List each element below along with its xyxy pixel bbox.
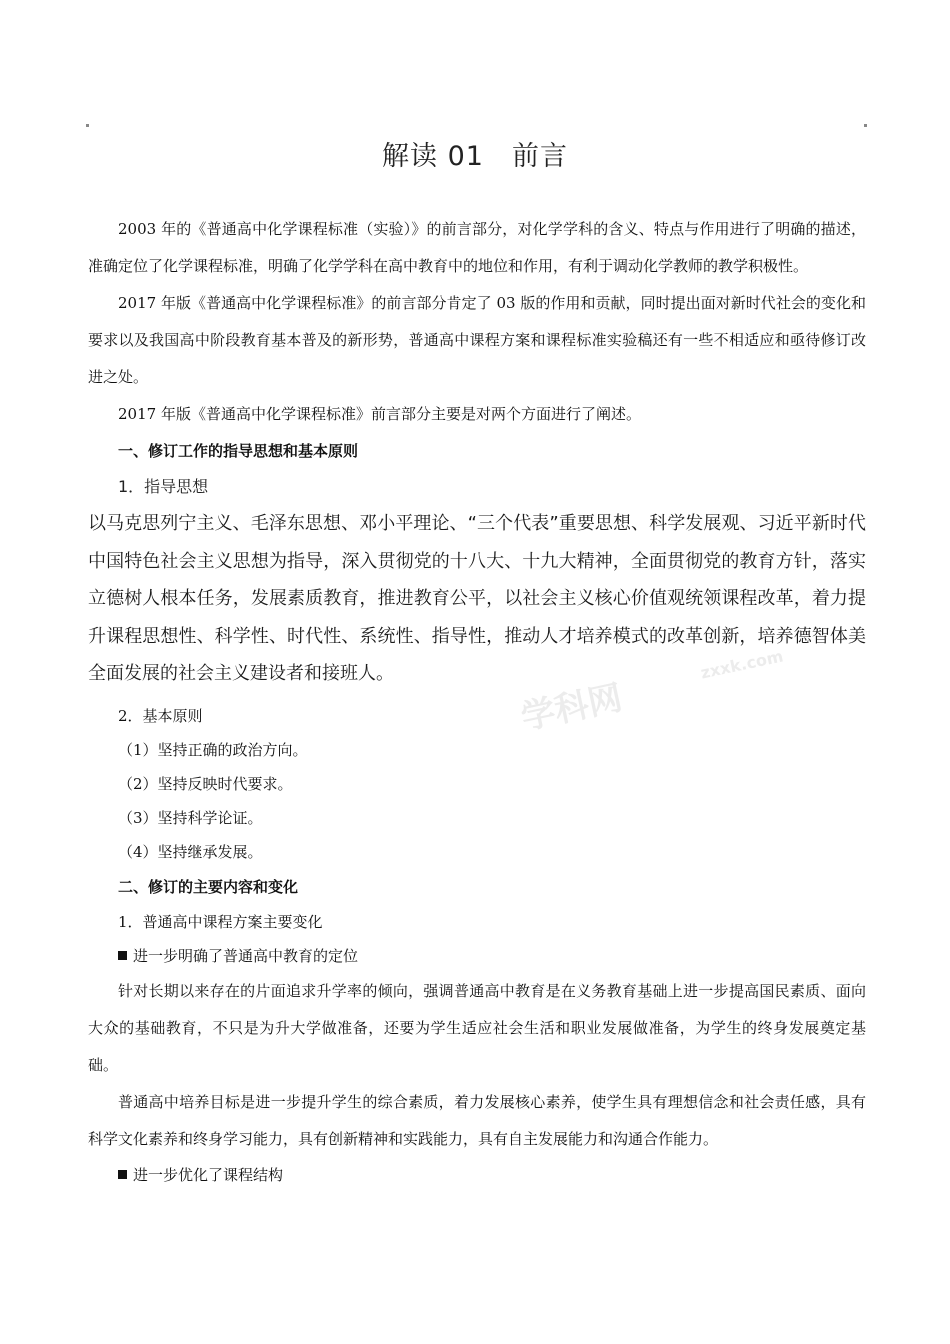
document-body <box>88 211 866 1192</box>
corner-mark-left <box>86 124 89 127</box>
section-1-sub-1: 1．指导思想 <box>118 477 209 496</box>
square-bullet-icon <box>118 1170 127 1179</box>
bullet-text: 进一步明确了普通高中教育的定位 <box>133 946 359 965</box>
principle-item: （1）坚持正确的政治方向。 <box>118 740 308 759</box>
watermark-logo: 学科网 <box>517 677 626 739</box>
section-1-heading: 一、修订工作的指导思想和基本原则 <box>118 442 359 460</box>
intro-paragraph-1: 2003 年的《普通高中化学课程标准（实验）》的前言部分，对化学学科的含义、特点与作用进行了明确的描述，准确定位了化学课程标准，明确了化学学科在高中教育中的地位和作用，有利于调动化学教师的教学积极性。 <box>88 220 866 275</box>
principle-item: （2）坚持反映时代要求。 <box>118 774 293 793</box>
section-2-paragraph-1: 针对长期以来存在的片面追求升学率的倾向，强调普通高中教育是在义务教育基础上进一步提高国民素质、面向大众的基础教育，不只是为升大学做准备，还要为学生适应社会生活和职业发展做准备，为学生的终身发展奠定基础。 <box>88 981 866 1074</box>
square-bullet-icon <box>118 951 127 960</box>
watermark-url: zxxk.com <box>698 646 785 683</box>
section-1-sub-2: 2．基本原则 <box>118 706 203 725</box>
section-2-heading: 二、修订的主要内容和变化 <box>118 877 299 896</box>
corner-mark-right <box>864 124 867 127</box>
principle-item: （4）坚持继承发展。 <box>118 842 263 861</box>
intro-paragraph-3: 2017 年版《普通高中化学课程标准》前言部分主要是对两个方面进行了阐述。 <box>118 405 641 423</box>
guiding-thought-quote: 以马克思列宁主义、毛泽东思想、邓小平理论、“三个代表”重要思想、科学发展观、习近平新时代中国特色社会主义思想为指导，深入贯彻党的十八大、十九大精神，全面贯彻党的教育方针，落实立德树人根本任务，发展素质教育，推进教育公平，以社会主义核心价值观统领课程改革，着力提升课程思想性、科学性、时代性、系统性、指导性，推动人才培养模式的改革创新，培养德智体美全面发展的社会主义建设者和接班人。 <box>88 513 866 684</box>
bullet-item <box>88 939 866 973</box>
bullet-text: 进一步优化了课程结构 <box>133 1165 284 1184</box>
bullet-item <box>88 1158 866 1192</box>
principle-item: （3）坚持科学论证。 <box>118 808 263 827</box>
section-2-paragraph-2: 普通高中培养目标是进一步提升学生的综合素质，着力发展核心素养，使学生具有理想信念和社会责任感，具有科学文化素养和终身学习能力，具有创新精神和实践能力，具有自主发展能力和沟通合作能力。 <box>88 1092 866 1148</box>
section-2-sub-1: 1．普通高中课程方案主要变化 <box>118 912 323 931</box>
page-title: 解读 01 前言 <box>382 141 568 172</box>
intro-paragraph-2: 2017 年版《普通高中化学课程标准》的前言部分肯定了 03 版的作用和贡献，同时提出面对新时代社会的变化和要求以及我国高中阶段教育基本普及的新形势，普通高中课程方案和课程标准实验稿还有一些不相适应和亟待修订改进之处。 <box>88 294 866 386</box>
